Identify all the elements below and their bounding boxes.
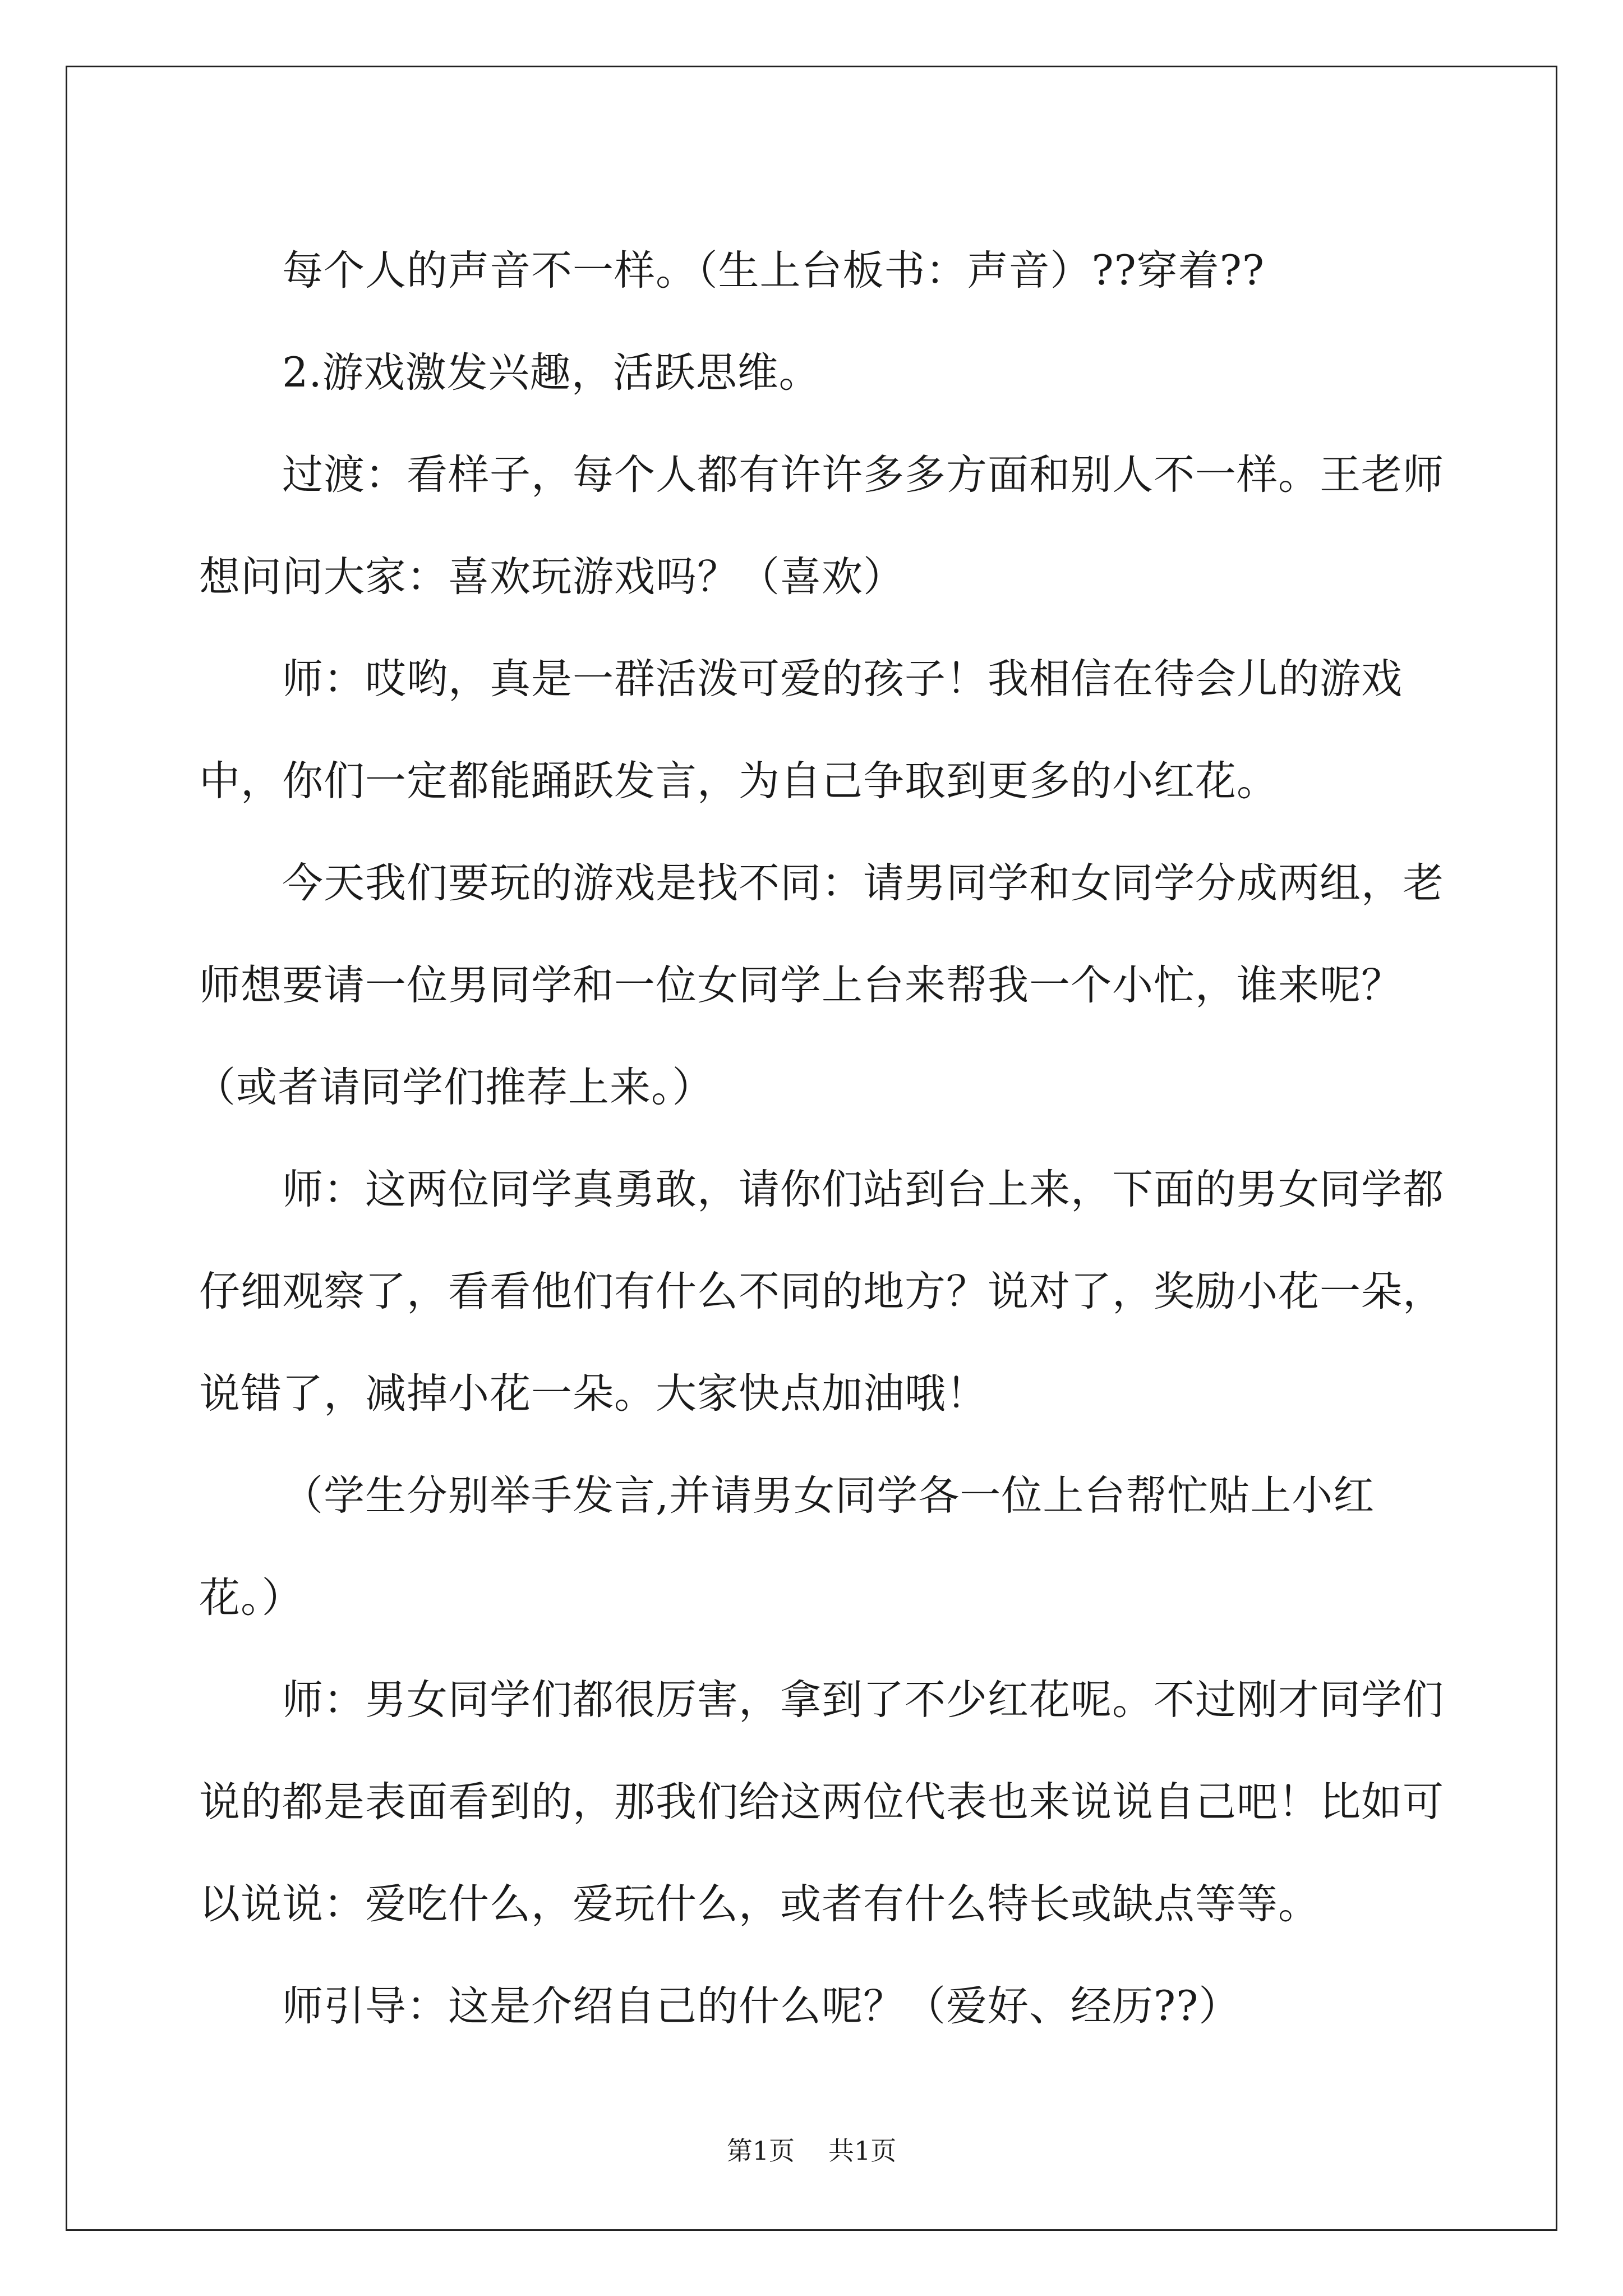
document-body (195, 220, 1455, 2058)
paragraph-5: 今天我们要玩的游戏是找不同：请男同学和女同学分成两组，老师想要请一位男同学和一位女同学上台来帮我一个小忙，谁来呢？ (199, 859, 1444, 1009)
paragraph-10: 师引导：这是介绍自己的什么呢？（爱好、经历??） (282, 1982, 1241, 2030)
paragraph-6: （或者请同学们推荐上来。） (195, 1064, 714, 1111)
paragraph-1: 每个人的声音不一样。（生上台板书：声音）??穿着?? (282, 247, 1265, 295)
page-total: 共1页 (828, 2136, 897, 2166)
paragraph-9: 师：男女同学们都很厉害，拿到了不少红花呢。不过刚才同学们说的都是表面看到的，那我们给这两位代表也来说说自己吧！比如可以说说：爱吃什么，爱玩什么，或者有什么特长或缺点等等。 (199, 1676, 1444, 1928)
paragraph-8: （学生分别举手发言,并请男女同学各一位上台帮忙贴上小红花。） (199, 1472, 1375, 1622)
paragraph-2: 2.游戏激发兴趣，活跃思维。 (282, 349, 820, 397)
page-footer (0, 2131, 1623, 2168)
paragraph-3: 过渡：看样子，每个人都有许许多多方面和别人不一样。王老师想问问大家：喜欢玩游戏吗？（喜欢） (199, 451, 1444, 601)
paragraph-4: 师：哎哟，真是一群活泼可爱的孩子！我相信在待会儿的游戏中，你们一定都能踊跃发言，为自己争取到更多的小红花。 (199, 655, 1403, 805)
page-number: 第1页 (726, 2136, 795, 2166)
paragraph-7: 师：这两位同学真勇敢，请你们站到台上来，下面的男女同学都仔细观察了，看看他们有什么不同的地方？说对了，奖励小花一朵，说错了，减掉小花一朵。大家快点加油哦！ (199, 1166, 1444, 1418)
